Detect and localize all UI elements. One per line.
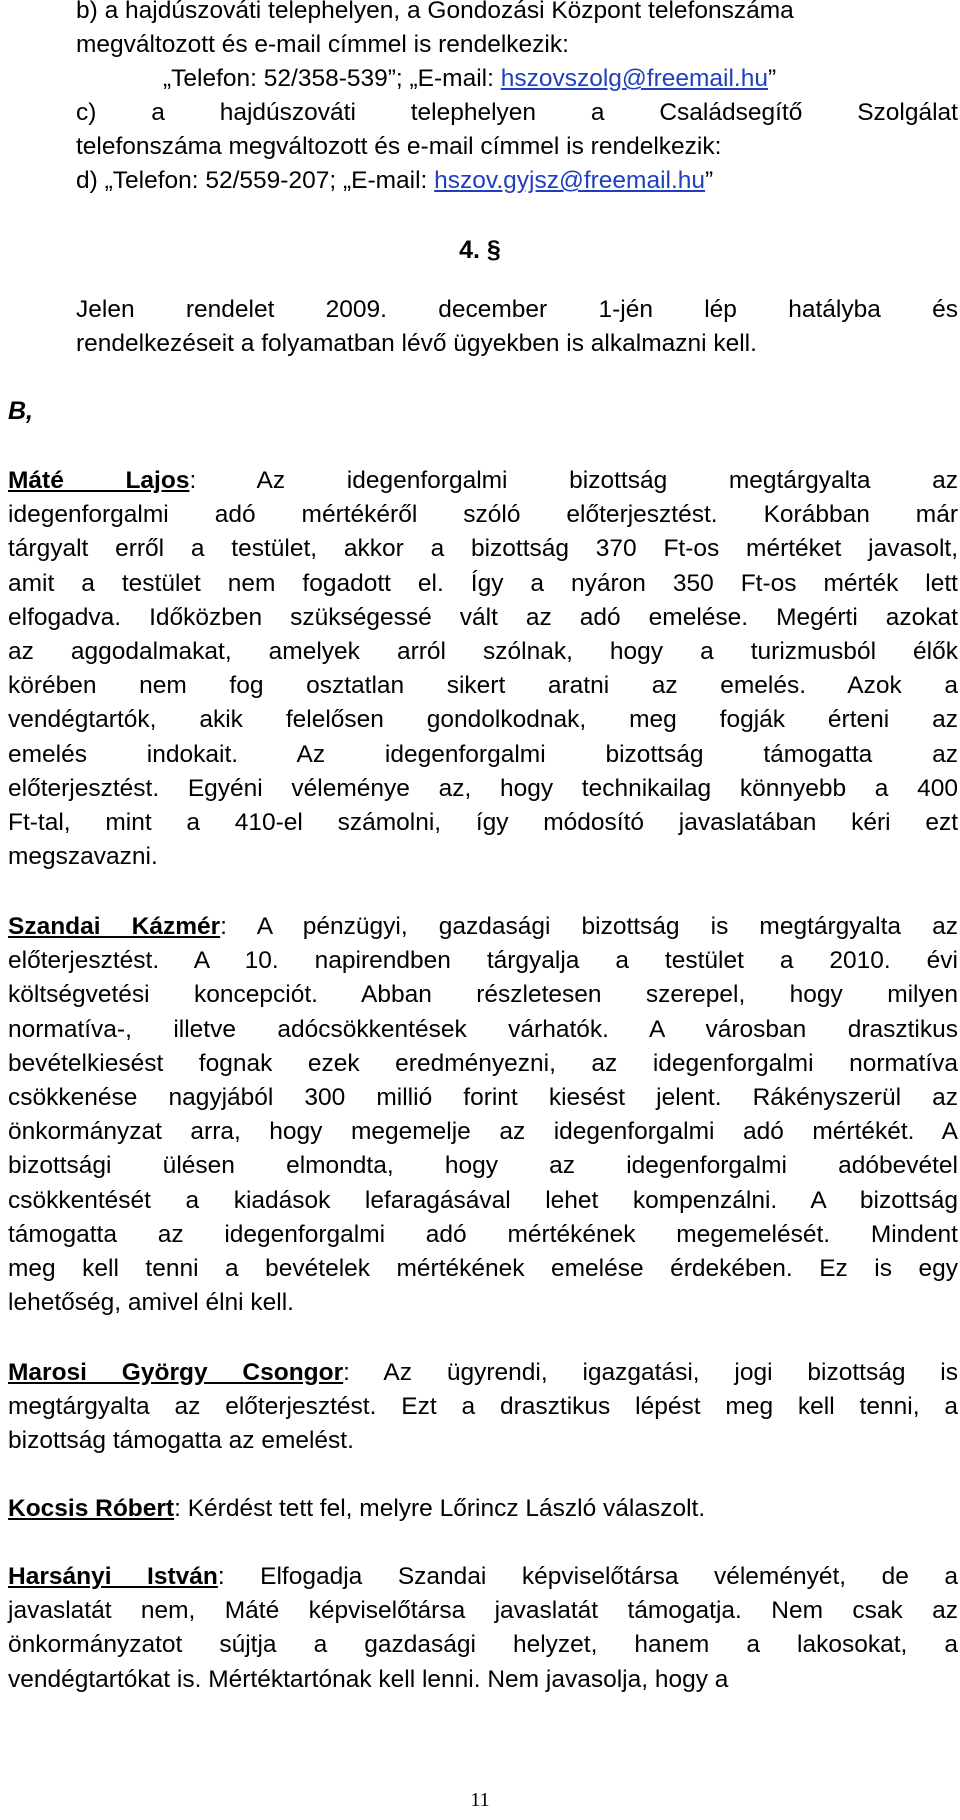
list-item-c-line1: c) a hajdúszováti telephelyen a Családsegítő Szolgálat	[76, 99, 958, 126]
speech-line: Ft-tal, mint a 410-el számolni, így módosító javaslatában kéri ezt	[8, 809, 958, 836]
list-item-d-line	[76, 166, 713, 196]
speech-line: előterjesztést. Egyéni véleménye az, hogy technikailag könnyebb a 400	[8, 774, 958, 802]
speech-line: meg kell tenni a bevételek mértékének emelése érdekében. Ez is egy	[8, 1255, 958, 1282]
speech-line: idegenforgalmi adó mértékéről szóló előterjesztést. Korábban már	[8, 501, 958, 529]
list-item-c-line2: telefonszáma megváltozott és e-mail címmel is rendelkezik:	[76, 133, 722, 160]
speech-line	[8, 912, 958, 942]
speech-line: tárgyalt erről a testület, akkor a bizottság 370 Ft-os mértéket javasolt,	[8, 535, 958, 563]
speech-text: : Az idegenforgalmi bizottság megtárgyalta az	[189, 467, 958, 494]
speech-line: amit a testület nem fogadott el. Így a nyáron 350 Ft-os mérték lett	[8, 569, 958, 597]
speech-line: önkormányzatot sújtja a gazdasági helyzet, hanem a lakosokat, a	[8, 1631, 958, 1659]
speech-line: normatíva-, illetve adócsökkentések várhatók. A városban drasztikus	[8, 1015, 958, 1043]
closing-quote: ”	[705, 167, 714, 194]
section-label: B,	[8, 397, 33, 425]
speech-line: támogatta az idegenforgalmi adó mértékének megemelését. Mindent	[8, 1220, 958, 1248]
speech-line	[8, 1562, 958, 1592]
speech-line: költségvetési koncepciót. Abban részletesen szerepel, hogy milyen	[8, 981, 958, 1009]
speech-text: : Elfogadja Szandai képviselőtársa véleményét, de a	[217, 1563, 958, 1590]
page-number: 11	[470, 1789, 490, 1811]
list-item-b-line2: megváltozott és e-mail címmel is rendelkezik:	[76, 31, 569, 58]
speech-line: önkormányzat arra, hogy megemelje az idegenforgalmi adó mértékét. A	[8, 1118, 958, 1146]
speaker-name: Szandai Kázmér	[8, 913, 221, 940]
speech-line: az aggodalmakat, amelyek arról szólnak, hogy a turizmusból élők	[8, 638, 958, 665]
email-link-gondozasi[interactable]: hszovszolg@freemail.hu	[500, 65, 768, 92]
speech-line: elfogadva. Időközben szükségessé vált az adó emelése. Megérti azokat	[8, 603, 958, 631]
speech-line: csökkenése nagyjából 300 millió forint kiesést jelent. Rákényszerül az	[8, 1084, 958, 1111]
speech-line: megtárgyalta az előterjesztést. Ezt a drasztikus lépést meg kell tenni, a	[8, 1393, 958, 1421]
speech-line	[8, 1358, 958, 1388]
phone-email-text: d) „Telefon: 52/559-207; „E-mail:	[76, 167, 435, 194]
speaker-name: Máté Lajos	[8, 467, 190, 494]
effective-line1: Jelen rendelet 2009. december 1-jén lép hatályba és	[76, 296, 958, 323]
speech-line: bizottság támogatta az emelést.	[8, 1427, 354, 1455]
speech-line: körében nem fog osztatlan sikert aratni az emelés. Azok a	[8, 672, 958, 700]
speech-line: javaslatát nem, Máté képviselőtársa javaslatát támogatja. Nem csak az	[8, 1597, 958, 1625]
speech-line: csökkentését a kiadások lefaragásával lehet kompenzálni. A bizottság	[8, 1186, 958, 1214]
effective-line2: rendelkezéseit a folyamatban lévő ügyekben is alkalmazni kell.	[76, 330, 757, 357]
speech-line	[8, 466, 958, 496]
speech-line: emelés indokait. Az idegenforgalmi bizottság támogatta az	[8, 740, 958, 768]
speech-text: : Kérdést tett fel, melyre Lőrincz László válaszolt.	[174, 1495, 706, 1522]
speech-line: vendégtartókat is. Mértéktartónak kell lenni. Nem javasolja, hogy a	[8, 1665, 729, 1693]
list-item-b-line1: b) a hajdúszováti telephelyen, a Gondozási Központ telefonszáma	[76, 0, 794, 24]
speech-line: lehetőség, amivel élni kell.	[8, 1289, 294, 1317]
speech-text: : A pénzügyi, gazdasági bizottság is megtárgyalta az	[220, 913, 958, 940]
speaker-name: Harsányi István	[8, 1563, 218, 1590]
email-link-csaladsegito[interactable]: hszov.gyjsz@freemail.hu	[434, 167, 706, 194]
list-item-b-line3	[163, 64, 776, 94]
speech-line: megszavazni.	[8, 843, 158, 871]
speaker-name: Kocsis Róbert	[8, 1495, 175, 1522]
speech-text: : Az ügyrendi, igazgatási, jogi bizottság is	[343, 1359, 958, 1386]
speech-line: vendégtartók, akik felelősen gondolkodnak, meg fogják érteni az	[8, 706, 958, 734]
speech-line: bizottsági ülésen elmondta, hogy az idegenforgalmi adóbevétel	[8, 1152, 958, 1180]
speech-line	[8, 1494, 705, 1524]
phone-email-text: „Telefon: 52/358-539”; „E-mail:	[163, 65, 501, 92]
speaker-name: Marosi György Csongor	[8, 1359, 344, 1386]
speech-line: előterjesztést. A 10. napirendben tárgyalja a testület a 2010. évi	[8, 947, 958, 975]
paragraph-number: 4. §	[459, 236, 501, 264]
speech-line: bevételkiesést fognak ezek eredményezni, az idegenforgalmi normatíva	[8, 1049, 958, 1077]
closing-quote: ”	[767, 65, 777, 92]
